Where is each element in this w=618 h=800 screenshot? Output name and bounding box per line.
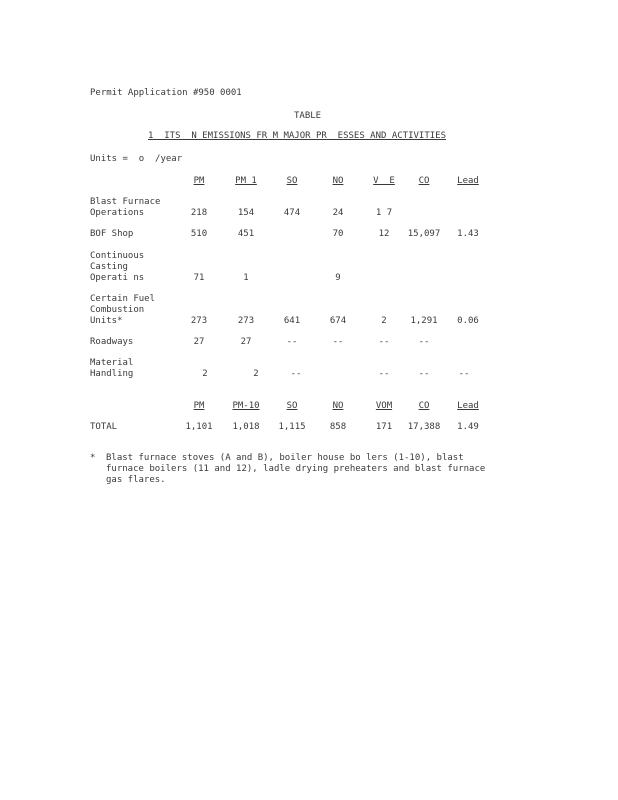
row-label: Combustion <box>90 305 145 315</box>
table-cell: 2 <box>202 369 208 379</box>
total-cell: 1.49 <box>457 422 479 432</box>
table-cell: 474 <box>283 208 301 218</box>
table-cell: 2 <box>381 316 387 326</box>
total-cell: 1,018 <box>232 422 260 432</box>
footnote-line: Blast furnace stoves (A and B), boiler house bo lers (1-10), blast <box>106 453 464 463</box>
table-cell: -- <box>286 337 298 347</box>
table-cell: 1,291 <box>410 316 438 326</box>
table-cell: -- <box>378 337 390 347</box>
table-cell: 15,097 <box>407 229 441 239</box>
column-header-pm10: PM-10 <box>232 401 260 411</box>
table-cell: -- <box>378 369 390 379</box>
column-header-co: CO <box>418 401 430 411</box>
permit-application-line: Permit Application #950 0001 <box>90 88 242 98</box>
table-cell: 27 <box>240 337 252 347</box>
table-cell: -- <box>332 337 344 347</box>
row-label: Operati ns <box>90 273 145 283</box>
column-header-vom: VOM <box>375 401 393 411</box>
table-cell: 12 <box>378 229 390 239</box>
table-label: TABLE <box>294 111 322 121</box>
total-cell: 858 <box>329 422 347 432</box>
table-cell: -- <box>290 369 302 379</box>
column-header-nox: NO <box>332 401 344 411</box>
row-label: Continuous <box>90 251 145 261</box>
total-label: TOTAL <box>90 422 118 432</box>
row-label: Material <box>90 358 134 368</box>
column-header-co: CO <box>418 176 430 186</box>
column-header-lead: Lead <box>457 176 479 186</box>
table-cell: -- <box>418 337 430 347</box>
row-label: Casting <box>90 262 128 272</box>
row-label: Units* <box>90 316 123 326</box>
table-cell: 71 <box>193 273 205 283</box>
column-header-pm: PM <box>193 401 205 411</box>
footnote-line: gas flares. <box>106 475 166 485</box>
table-cell: 273 <box>190 316 208 326</box>
row-label: Certain Fuel <box>90 294 156 304</box>
table-cell: 154 <box>237 208 255 218</box>
table-cell: 674 <box>329 316 347 326</box>
table-cell: 218 <box>190 208 208 218</box>
table-cell: 641 <box>283 316 301 326</box>
total-cell: 1,115 <box>278 422 306 432</box>
table-title: 1 ITS N EMISSIONS FR M MAJOR PR ESSES AND ACTIVITIES <box>148 131 447 141</box>
column-header-pm10: PM 1 <box>235 176 257 186</box>
table-cell: 1.43 <box>457 229 479 239</box>
column-header-pm: PM <box>193 176 205 186</box>
table-cell: -- <box>458 369 470 379</box>
table-cell: 1 <box>243 273 249 283</box>
row-label: Handling <box>90 369 134 379</box>
row-label: BOF Shop <box>90 229 134 239</box>
total-cell: 171 <box>375 422 393 432</box>
column-header-nox: NO <box>332 176 344 186</box>
table-cell: 1 7 <box>375 208 393 218</box>
table-cell: 0.06 <box>457 316 479 326</box>
table-cell: 451 <box>237 229 255 239</box>
row-label: Operations <box>90 208 145 218</box>
column-header-lead: Lead <box>457 401 479 411</box>
table-cell: 27 <box>193 337 205 347</box>
total-cell: 1,101 <box>185 422 213 432</box>
column-header-vom: V E <box>373 176 395 186</box>
total-cell: 17,388 <box>407 422 441 432</box>
column-header-so2: SO <box>286 176 298 186</box>
units-line: Units = o /year <box>90 154 183 164</box>
footnote-line: furnace boilers (11 and 12), ladle drying preheaters and blast furnace <box>106 464 486 474</box>
table-cell: 510 <box>190 229 208 239</box>
table-cell: 24 <box>332 208 344 218</box>
column-header-so2: SO <box>286 401 298 411</box>
table-cell: -- <box>418 369 430 379</box>
footnote-marker: * <box>90 453 96 463</box>
table-cell: 2 <box>253 369 259 379</box>
table-cell: 70 <box>332 229 344 239</box>
row-label: Roadways <box>90 337 134 347</box>
row-label: Blast Furnace <box>90 197 161 207</box>
table-cell: 273 <box>237 316 255 326</box>
table-cell: 9 <box>335 273 341 283</box>
